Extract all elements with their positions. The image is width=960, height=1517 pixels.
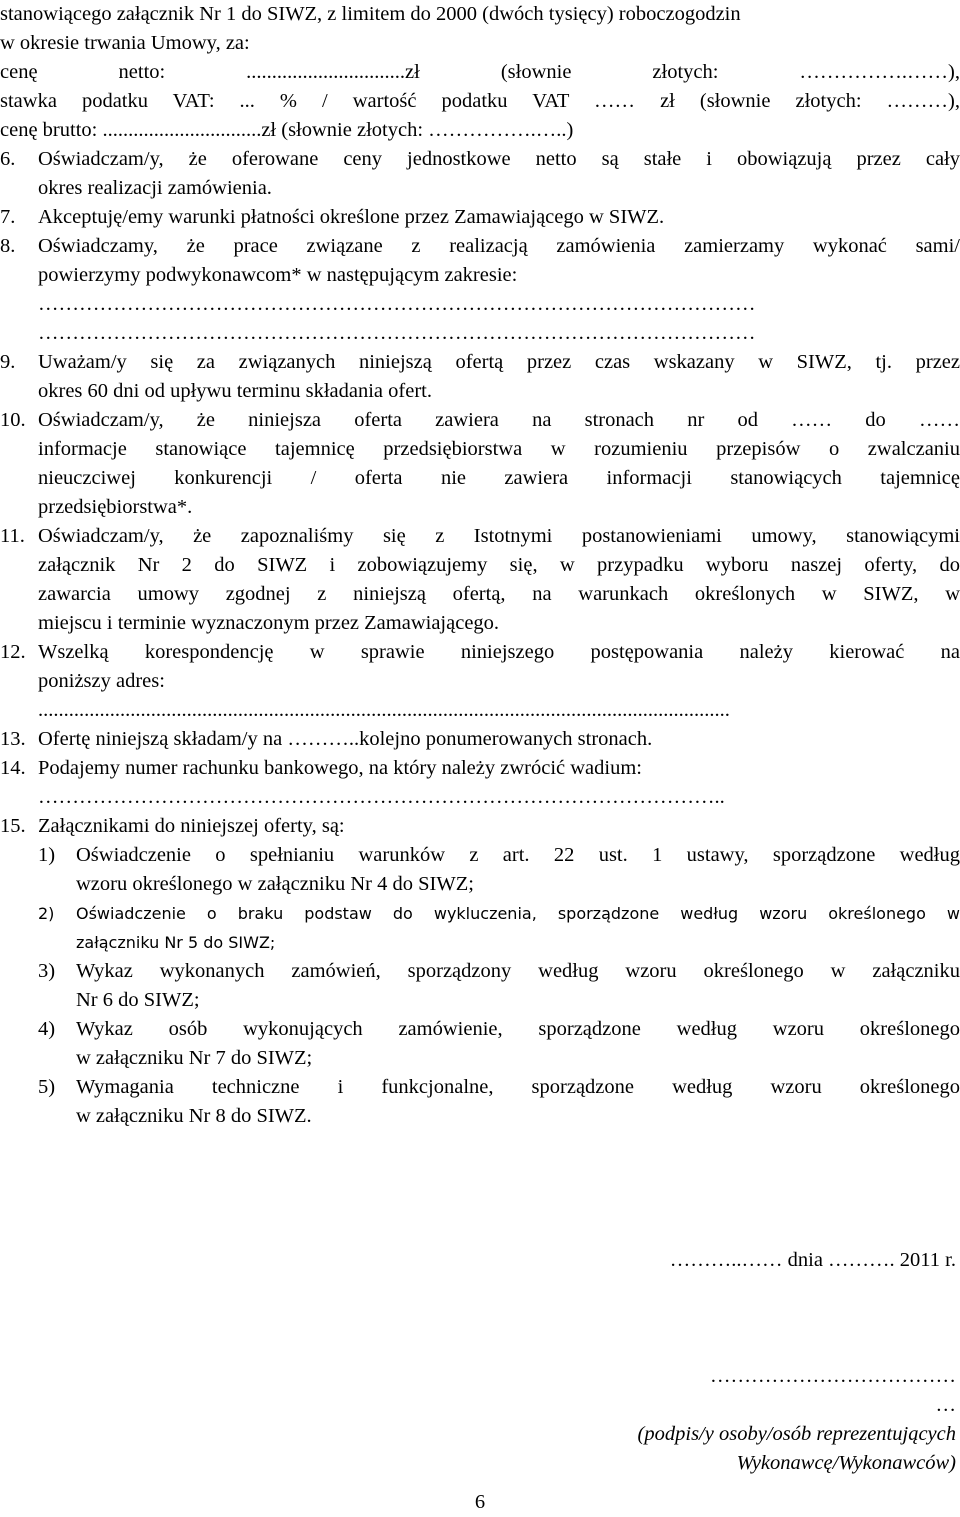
list-item-15 — [0, 812, 960, 841]
sub-item-text: Wymagania techniczne i funkcjonalne, sporządzone według wzoru określonego — [76, 1076, 960, 1098]
sub-item-5-cont — [0, 1102, 960, 1131]
signature-dots: … — [935, 1394, 956, 1416]
sub-item-3-cont — [0, 986, 960, 1015]
sub-item-1 — [0, 841, 960, 870]
item-number: 10. — [0, 409, 26, 431]
price-gross-line: cenę brutto: ...............................zł (słownie złotych: …………….…..) — [0, 119, 574, 141]
list-item-11-cont — [0, 609, 960, 638]
list-item-9-cont — [0, 377, 960, 406]
sub-item-number: 3) — [38, 960, 56, 982]
item-text: Wszelką korespondencję w sprawie niniejszego postępowania należy kierować na — [38, 641, 960, 663]
sub-item-number: 4) — [38, 1018, 56, 1040]
item-text: powierzymy podwykonawcom* w następującym zakresie: — [38, 264, 518, 286]
signature-caption: Wykonawcę/Wykonawców) — [736, 1452, 956, 1474]
sub-item-text: Oświadczenie o braku podstaw do wykluczenia, sporządzone według wzoru określonego w — [76, 904, 960, 923]
list-item-6-cont — [0, 174, 960, 203]
dotted-line: …………………………………………………………………………………………… — [38, 293, 756, 315]
list-item-10-cont — [0, 493, 960, 522]
page-number: 6 — [474, 1491, 486, 1513]
sub-item-text: załączniku Nr 5 do SIWZ; — [76, 933, 276, 952]
sub-item-number: 2) — [38, 904, 55, 923]
item-number: 11. — [0, 525, 25, 547]
sub-item-3 — [0, 957, 960, 986]
dotted-line: ……………………………………………………………………………………….. — [38, 786, 725, 808]
sub-item-number: 5) — [38, 1076, 56, 1098]
item-text: Oświadczam/y, że niniejsza oferta zawiera na stronach nr od …… do …… — [38, 409, 960, 431]
sub-item-text: Wykaz osób wykonujących zamówienie, sporządzone według wzoru określonego — [76, 1018, 960, 1040]
item-number: 13. — [0, 728, 26, 750]
list-item-8-cont — [0, 261, 960, 290]
item-text: poniższy adres: — [38, 670, 165, 692]
sub-item-number: 1) — [38, 844, 56, 866]
fill-in-dots — [0, 290, 960, 319]
text-line: stanowiącego załącznik Nr 1 do SIWZ, z limitem do 2000 (dwóch tysięcy) roboczogodzin — [0, 3, 741, 25]
signature-dots: ……………………………… — [710, 1365, 956, 1387]
list-item-12 — [0, 638, 960, 667]
item-text: Akceptuję/emy warunki płatności określone przez Zamawiającego w SIWZ. — [38, 206, 665, 228]
fill-in-dots — [0, 319, 960, 348]
sub-item-text: Wykaz wykonanych zamówień, sporządzony według wzoru określonego w załączniku — [76, 960, 960, 982]
item-text: Uważam/y się za związanych niniejszą ofertą przez czas wskazany w SIWZ, tj. przez — [38, 351, 960, 373]
sub-item-4 — [0, 1015, 960, 1044]
list-item-10 — [0, 406, 960, 435]
vat-line: stawka podatku VAT: ... % / wartość podatku VAT …… zł (słownie złotych: ………), — [0, 90, 960, 112]
item-text: załącznik Nr 2 do SIWZ i zobowiązujemy się, w przypadku wyboru naszej oferty, do — [38, 554, 960, 576]
item-text: okres 60 dni od upływu terminu składania ofert. — [38, 380, 432, 402]
item-number: 7. — [0, 206, 16, 228]
list-item-11-cont — [0, 551, 960, 580]
item-number: 14. — [0, 757, 26, 779]
list-item-9 — [0, 348, 960, 377]
fill-in-dots — [0, 696, 960, 725]
list-item-6 — [0, 145, 960, 174]
sub-item-text: Oświadczenie o spełnianiu warunków z art. 22 ust. 1 ustawy, sporządzone według — [76, 844, 960, 866]
item-number: 9. — [0, 351, 16, 373]
item-text: miejscu i terminie wyznaczonym przez Zamawiającego. — [38, 612, 500, 634]
dotted-line: …………………………………………………………………………………………… — [38, 322, 756, 344]
sub-item-2 — [0, 899, 960, 928]
item-text: nieuczciwej konkurencji / oferta nie zawiera informacji stanowiących tajemnicę — [38, 467, 960, 489]
sub-item-text: w załączniku Nr 8 do SIWZ. — [76, 1105, 312, 1127]
text-line: w okresie trwania Umowy, za: — [0, 32, 250, 54]
list-item-14 — [0, 754, 960, 783]
list-item-10-cont — [0, 464, 960, 493]
item-number: 8. — [0, 235, 16, 257]
fill-in-dots — [0, 783, 960, 812]
item-text: Ofertę niniejszą składam/y na ………..kolejno ponumerowanych stronach. — [38, 728, 653, 750]
list-item-11 — [0, 522, 960, 551]
list-item-12-cont — [0, 667, 960, 696]
sub-item-5 — [0, 1073, 960, 1102]
item-number: 15. — [0, 815, 26, 837]
sub-item-4-cont — [0, 1044, 960, 1073]
item-text: Oświadczamy, że prace związane z realizacją zamówienia zamierzamy wykonać sami/ — [38, 235, 960, 257]
price-net-line: cenę netto: ...............................zł (słownie złotych: …………….……), — [0, 61, 960, 83]
dotted-line: ....................................................................................................................................... — [38, 699, 730, 721]
sub-item-1-cont — [0, 870, 960, 899]
list-item-11-cont — [0, 580, 960, 609]
list-item-7 — [0, 203, 960, 232]
date-line: ………..…… dnia ………. 2011 r. — [669, 1249, 956, 1271]
item-text: Podajemy numer rachunku bankowego, na który należy zwrócić wadium: — [38, 757, 642, 779]
sub-item-text: w załączniku Nr 7 do SIWZ; — [76, 1047, 313, 1069]
item-text: Załącznikami do niniejszej oferty, są: — [38, 815, 345, 837]
item-text: zawarcia umowy zgodnej z niniejszą ofertą, na warunkach określonych w SIWZ, w — [38, 583, 960, 605]
sub-item-text: Nr 6 do SIWZ; — [76, 989, 200, 1011]
signature-caption: (podpis/y osoby/osób reprezentujących — [637, 1423, 956, 1445]
item-number: 12. — [0, 641, 26, 663]
item-text: okres realizacji zamówienia. — [38, 177, 272, 199]
list-item-10-cont — [0, 435, 960, 464]
sub-item-text: wzoru określonego w załączniku Nr 4 do SIWZ; — [76, 873, 474, 895]
item-text: informacje stanowiące tajemnicę przedsiębiorstwa w rozumieniu przepisów o zwalczaniu — [38, 438, 960, 460]
item-text: Oświadczam/y, że zapoznaliśmy się z Istotnymi postanowieniami umowy, stanowiącymi — [38, 525, 960, 547]
item-text: przedsiębiorstwa*. — [38, 496, 193, 518]
sub-item-2-cont — [0, 928, 960, 957]
list-item-13 — [0, 725, 960, 754]
item-text: Oświadczam/y, że oferowane ceny jednostkowe netto są stałe i obowiązują przez cały — [38, 148, 960, 170]
item-number: 6. — [0, 148, 16, 170]
list-item-8 — [0, 232, 960, 261]
